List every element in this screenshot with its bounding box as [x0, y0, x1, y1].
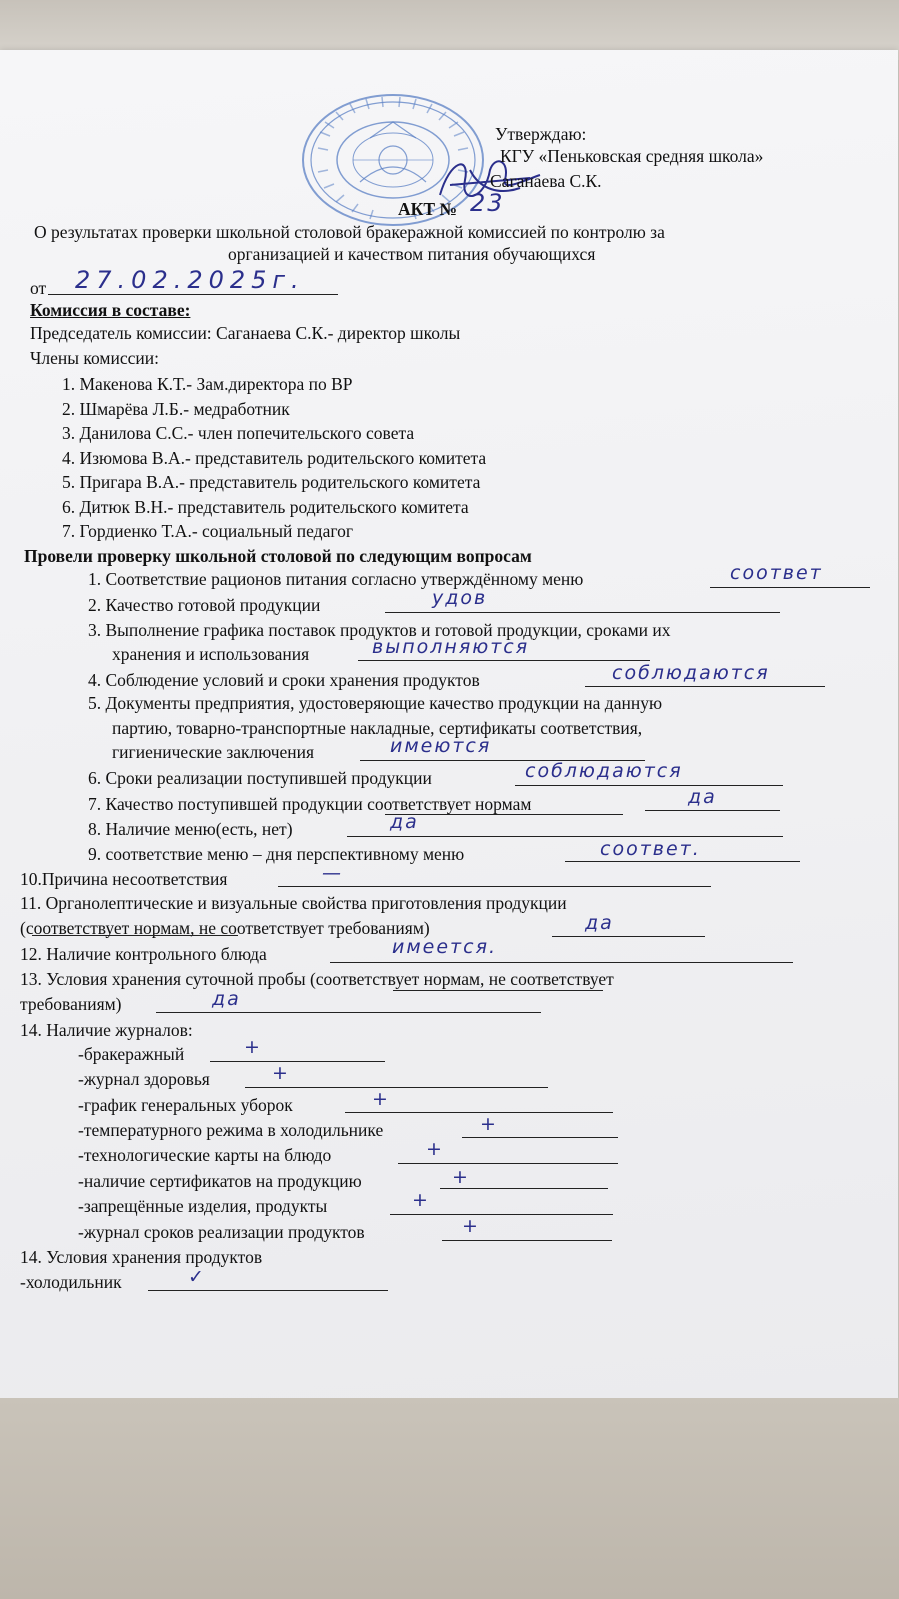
journal-line — [245, 1087, 548, 1088]
answer-line-9 — [565, 861, 800, 862]
journal-item: -запрещённые изделия, продукты — [78, 1196, 328, 1216]
question-3a: 3. Выполнение графика поставок продуктов и готовой продукции, сроками их — [88, 620, 671, 640]
act-subtitle-2: организацией и качеством питания обучающихся — [228, 244, 596, 264]
journal-item: -температурного режима в холодильнике — [78, 1120, 384, 1140]
commission-heading: Комиссия в составе: — [30, 300, 191, 320]
answer-line-6 — [515, 785, 783, 786]
member-item: 6. Дитюк В.Н.- представитель родительского комитета — [62, 497, 469, 517]
answer-9-handwritten: соответ. — [600, 838, 701, 860]
member-item: 1. Макенова К.Т.- Зам.директора по ВР — [62, 374, 353, 394]
journal-item: -бракеражный — [78, 1044, 185, 1064]
date-prefix: от — [30, 278, 47, 298]
approval-line-2: КГУ «Пеньковская средняя школа» — [500, 146, 764, 166]
fridge-line — [148, 1290, 388, 1291]
answer-5-handwritten: имеются — [390, 735, 492, 757]
answer-1-handwritten: соответ — [730, 562, 823, 584]
question-6: 6. Сроки реализации поступившей продукции — [88, 768, 432, 788]
member-item: 3. Данилова С.С.- член попечительского совета — [62, 423, 415, 443]
question-13a: 13. Условия хранения суточной пробы (соответствует нормам, не соответствует — [20, 969, 614, 989]
question-11a: 11. Органолептические и визуальные свойства приготовления продукции — [20, 893, 567, 913]
underline-11 — [32, 935, 238, 936]
answer-4-handwritten: соблюдаются — [612, 662, 770, 684]
act-number-handwritten: 23 — [470, 189, 505, 217]
question-3b: хранения и использования — [112, 644, 310, 664]
answer-2-handwritten: удов — [432, 587, 488, 609]
journal-item: -наличие сертификатов на продукцию — [78, 1171, 362, 1191]
journal-line — [345, 1112, 613, 1113]
question-7: 7. Качество поступившей продукции соответствует нормам — [88, 794, 532, 814]
answer-line-1 — [710, 587, 870, 588]
question-11b: (соответствует нормам, не соответствует требованиям) — [20, 918, 430, 938]
journal-mark-handwritten: + — [412, 1189, 430, 1211]
act-subtitle-1: О результатах проверки школьной столовой бракеражной комиссией по контролю за — [34, 222, 665, 242]
underline-13 — [393, 990, 603, 991]
answer-line-2 — [385, 612, 780, 613]
answer-line-10 — [278, 886, 711, 887]
journal-item: -технологические карты на блюдо — [78, 1145, 332, 1165]
journal-mark-handwritten: + — [272, 1062, 290, 1084]
member-item: 2. Шмарёва Л.Б.- медработник — [62, 399, 290, 419]
question-9: 9. соответствие меню – дня перспективному меню — [88, 844, 465, 864]
member-item: 4. Изюмова В.А.- представитель родительского комитета — [62, 448, 487, 468]
answer-12-handwritten: имеется. — [392, 936, 498, 958]
question-2: 2. Качество готовой продукции — [88, 595, 321, 615]
answer-10-handwritten: — — [322, 862, 343, 884]
question-4: 4. Соблюдение условий и сроки хранения продуктов — [88, 670, 480, 690]
journal-item: -журнал сроков реализации продуктов — [78, 1222, 365, 1242]
journal-mark-handwritten: + — [462, 1215, 480, 1237]
storage-heading: 14. Условия хранения продуктов — [20, 1247, 263, 1267]
journal-line — [398, 1163, 618, 1164]
answer-line-12 — [330, 962, 793, 963]
question-5b: партию, товарно-транспортные накладные, сертификаты соответствия, — [112, 718, 643, 738]
journal-mark-handwritten: + — [426, 1138, 444, 1160]
journal-line — [442, 1240, 612, 1241]
question-10: 10.Причина несоответствия — [20, 869, 228, 889]
question-14: 14. Наличие журналов: — [20, 1020, 193, 1040]
background-bottom — [0, 1398, 899, 1599]
journal-line — [390, 1214, 613, 1215]
underline-7 — [385, 814, 623, 815]
answer-line-13 — [156, 1012, 541, 1013]
answer-line-8 — [347, 836, 783, 837]
answer-3-handwritten: выполняются — [372, 636, 530, 658]
question-8: 8. Наличие меню(есть, нет) — [88, 819, 293, 839]
question-1: 1. Соответствие рационов питания согласно утверждённому меню — [88, 569, 584, 589]
journal-item: -журнал здоровья — [78, 1069, 210, 1089]
journal-line — [462, 1137, 618, 1138]
commission-chair: Председатель комиссии: Саганаева С.К.- директор школы — [30, 323, 461, 343]
answer-line-3 — [358, 660, 650, 661]
question-5a: 5. Документы предприятия, удостоверяющие качество продукции на данную — [88, 693, 663, 713]
members-label: Члены комиссии: — [30, 348, 159, 368]
fridge-mark-handwritten: ✓ — [188, 1266, 206, 1288]
member-item: 7. Гордиенко Т.А.- социальный педагог — [62, 521, 354, 541]
fridge-label: -холодильник — [20, 1272, 122, 1292]
journal-mark-handwritten: + — [452, 1166, 470, 1188]
date-line — [48, 294, 338, 295]
journal-mark-handwritten: + — [480, 1113, 498, 1135]
journal-item: -график генеральных уборок — [78, 1095, 293, 1115]
answer-line-7 — [645, 810, 780, 811]
answer-8-handwritten: да — [390, 811, 419, 833]
approval-line-3: Саганаева С.К. — [490, 171, 602, 191]
answer-7-handwritten: да — [688, 786, 717, 808]
question-13b: требованиям) — [20, 994, 122, 1014]
journal-line — [210, 1061, 385, 1062]
date-handwritten: 27.02.2025г. — [75, 266, 305, 294]
journal-line — [440, 1188, 608, 1189]
member-item: 5. Пригара В.А.- представитель родительского комитета — [62, 472, 481, 492]
question-12: 12. Наличие контрольного блюда — [20, 944, 267, 964]
answer-line-4 — [585, 686, 825, 687]
answer-6-handwritten: соблюдаются — [525, 760, 683, 782]
question-5c: гигиенические заключения — [112, 742, 315, 762]
answer-11-handwritten: да — [585, 912, 614, 934]
answer-13-handwritten: да — [212, 988, 241, 1010]
journal-mark-handwritten: + — [372, 1088, 390, 1110]
check-heading: Провели проверку школьной столовой по следующим вопросам — [24, 546, 532, 566]
approval-line-1: Утверждаю: — [495, 124, 587, 144]
answer-line-11 — [552, 936, 705, 937]
act-title: АКТ № — [398, 199, 457, 219]
journal-mark-handwritten: + — [244, 1036, 262, 1058]
